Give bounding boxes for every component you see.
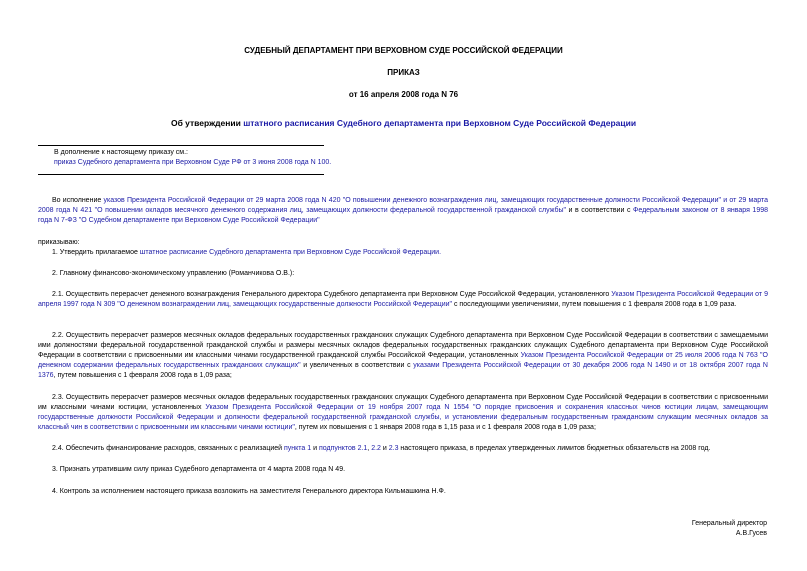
item-2-3	[38, 393, 768, 433]
item-2-4-link-p1[interactable]: пункта 1	[284, 445, 312, 452]
signature-name: А.В.Гусев	[735, 530, 767, 537]
item-2-1	[38, 290, 768, 310]
item-2-2-text-3: , путем повышения с 1 февраля 2008 года в 1,09 раза;	[53, 372, 232, 379]
signature-position: Генеральный директор	[691, 520, 767, 527]
item-2-3-link[interactable]: Указом Президента Российской Федерации от 19 ноября 2007 года N 1554 "О порядке присвоения и сохранения классных чинов юстиции лицам, замещающим государственные должности Российской Федерации и должности федеральной государственной гражданской службы, и установлении федеральным государственным гражданским служащим месячных окладов за классный чин в соответствии с присвоенными им классными чинами юстиции"	[38, 404, 768, 431]
note-rule-top	[38, 145, 324, 146]
item-2-4	[38, 444, 768, 454]
item-3: 3. Признать утратившим силу приказ Судебного департамента от 4 марта 2008 года N 49.	[52, 466, 346, 473]
title-link[interactable]: штатного расписания Судебного департамента при Верховном Суде Российской Федерации	[243, 118, 637, 128]
note-line2	[54, 158, 374, 168]
title-prefix: Об утверждении	[170, 118, 244, 128]
item-2-4-link-p23[interactable]: 2.3	[388, 445, 399, 452]
note-link[interactable]: приказ Судебного департамента при Верховном Суде РФ от 3 июня 2008 года N 100.	[54, 159, 332, 166]
item-2-1-text-1: 2.1. Осуществить перерасчет денежного вознаграждения Генерального директора Судебного департамента при Верховном Суде Российской Федерации, установленного	[52, 291, 612, 298]
item-1-link[interactable]: штатное расписание Судебного департамента при Верховном Суде Российской Федерации.	[139, 249, 442, 256]
item-1-text: 1. Утвердить прилагаемое	[52, 249, 140, 256]
item-2-2-text-1: 2.2. Осуществить перерасчет размеров месячных окладов федеральных государственных гражданских служащих Судебного департамента при Верховном Суде Российской Федерации в соответствии с замещаемыми ими должностями федеральной государственной гражданской службы и размеры месячных окладов федеральных государственных гражданских служащих Судебного департамента при Верховном Суде Российской Федерации в соответствии с присвоенными им классными чинами государственной гражданской службы Российской Федерации, установленных	[38, 332, 768, 359]
org-heading: СУДЕБНЫЙ ДЕПАРТАМЕНТ ПРИ ВЕРХОВНОМ СУДЕ РОССИЙСКОЙ ФЕДЕРАЦИИ	[244, 46, 563, 55]
item-2-3-text-2: , путем их повышения с 1 января 2008 года в 1,15 раза и с 1 февраля 2008 года в 1,09 раза;	[294, 424, 596, 431]
doc-type-heading: ПРИКАЗ	[387, 68, 420, 77]
item-2: 2. Главному финансово-экономическому управлению (Романчикова О.В.):	[52, 270, 295, 277]
intro-link-decrees[interactable]: указов Президента Российской Федерации от 29 марта 2008 года N 420 "О повышении денежного вознаграждения лиц, замещающих государственные должности Российской Федерации" и от 29 марта 2008 года N 421 "О повышении окладов месячного денежного содержания лиц, замещающих должности федеральной государственной гражданской службы"	[38, 197, 769, 214]
item-2-4-text-5: настоящего приказа, в пределах утвержденных лимитов бюджетных обязательств на 2008 год.	[398, 445, 711, 452]
item-2-2-text-2: и увеличенных в соответствии с	[300, 362, 414, 369]
note-line1: В дополнение к настоящему приказу см.:	[54, 149, 188, 156]
doc-date: от 16 апреля 2008 года N 76	[348, 90, 459, 99]
item-2-4-text-3: ,	[367, 445, 372, 452]
item-1	[38, 248, 768, 258]
item-2-2-link-2[interactable]: указами Президента Российской Федерации от 30 декабря 2006 года N 1490 и от 18 октября 2007 года N 1376	[38, 362, 768, 379]
note-rule-bottom	[38, 174, 324, 175]
item-2-2	[38, 331, 768, 381]
item-2-4-link-p21[interactable]: подпунктов 2.1	[318, 445, 368, 452]
doc-title	[0, 118, 807, 128]
intro-link-law[interactable]: Федеральным законом от 8 января 1998 года N 7-ФЗ "О Судебном департаменте при Верховном Суде Российской Федерации"	[38, 207, 768, 224]
item-2-4-link-p22[interactable]: 2.2	[371, 445, 381, 452]
intro-text-2: и в соответствии с	[565, 207, 634, 214]
item-2-4-text-1: 2.4. Обеспечить финансирование расходов, связанных с реализацией	[52, 445, 284, 452]
item-2-4-text-2: и	[311, 445, 319, 452]
item-2-2-link-1[interactable]: Указом Президента Российской Федерации от 25 июля 2006 года N 763 "О денежном содержании федеральных государственных гражданских служащих"	[38, 352, 768, 369]
item-2-1-link[interactable]: Указом Президента Российской Федерации от 9 апреля 1997 года N 309 "О денежном вознаграждении лиц, замещающих государственные должности Российской Федерации"	[38, 291, 768, 308]
item-4: 4. Контроль за исполнением настоящего приказа возложить на заместителя Генерального директора Кильмашкина Н.Ф.	[52, 488, 446, 495]
item-2-4-text-4: и	[380, 445, 389, 452]
intro-text-1: Во исполнение	[52, 197, 104, 204]
item-2-3-text-1: 2.3. Осуществить перерасчет размеров месячных окладов федеральных государственных гражданских служащих Судебного департамента при Верховном Суде Российской Федерации в соответствии с присвоенными им классными чинами юстиции, установленных	[38, 394, 768, 411]
order-word: приказываю:	[38, 239, 80, 246]
item-2-1-text-2: с последующими увеличениями, путем повышения с 1 февраля 2008 года в 1,09 раза.	[452, 301, 737, 308]
intro-paragraph	[38, 196, 768, 226]
